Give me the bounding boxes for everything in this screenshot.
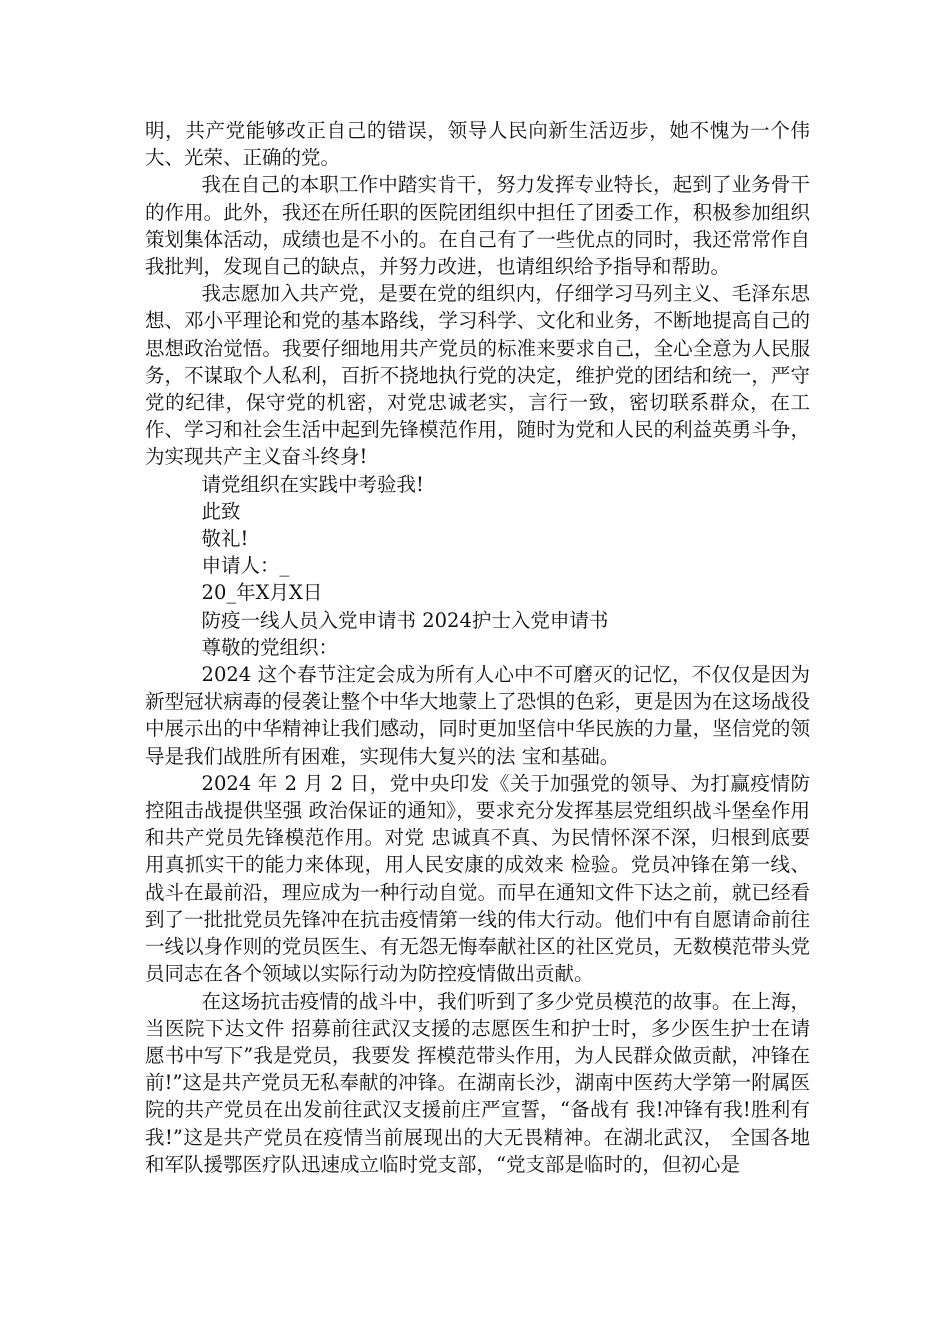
- paragraph-central-notice: 2024 年 2 月 2 日，党中央印发《关于加强党的领导、为打赢疫情防控阻击战提供坚强 政治保证的通知》，要求充分发挥基层党组织战斗堡垒作用和共产党员先锋模范作用。对党 忠诚真不真、为民情怀深不深，归根到底要用真抓实干的能力来体现，用人民安康的成效来 检验。党员冲锋在第一线、战斗在最前沿，理应成为一种行动自觉。而早在通知文件下达之前，就已经看到了一批批党员先锋冲在抗击疫情第一线的伟大行动。他们中有自愿请命前往 一线以身作则的党员医生、有无怨无悔奉献社区的社区党员，无数模范带头党员同志在各个领域以实际行动为防控疫情做出贡献。: [145, 771, 810, 986]
- closing-salutation: 此致: [201, 499, 241, 523]
- date-line: 20_年X月X日: [201, 581, 323, 605]
- paragraph-continuation: 明，共产党能够改正自己的错误，领导人民向新生活迈步，她不愧为一个伟大、光荣、正确的党。: [145, 119, 810, 170]
- paragraph-spring-festival: 2024 这个春节注定会成为所有人心中不可磨灭的记忆，不仅仅是因为新型冠状病毒的侵袭让整个中华大地蒙上了恐惧的色彩，更是因为在这场战役中展示出的中华精神让我们感动，同时更加坚信中华民族的力量，坚信党的领导是我们战胜所有困难，实现伟大复兴的法 宝和基础。: [145, 663, 810, 768]
- applicant-line: 申请人：_: [201, 554, 290, 578]
- paragraph-model-stories: 在这场抗击疫情的战斗中，我们听到了多少党员模范的故事。在上海，当医院下达文件 招募前往武汉支援的志愿医生和护士时，多少医生护士在请愿书中写下”我是党员，我要发 挥模范带头作用，为人民群众做贡献，冲锋在前!”这是共产党员无私奉献的冲锋。在湖南长沙，湖南中医药大学第一附属医院的共产党员在出发前往武汉支援前庄严宣誓，“备战有 我!冲锋有我!胜利有我!”这是共产党员在疫情当前展现出的大无畏精神。在湖北武汉， 全国各地和军队援鄂医疗队迅速成立临时党支部，“党支部是临时的，但初心是: [145, 989, 810, 1176]
- document-body: [145, 117, 810, 1178]
- closing-request: 请党组织在实践中考验我!: [201, 472, 424, 496]
- paragraph-work-performance: 我在自己的本职工作中踏实肯干，努力发挥专业特长，起到了业务骨干的作用。此外，我还在所任职的医院团组织中担任了团委工作，积极参加组织策划集体活动，成绩也是不小的。在自己有了一些优点的同时，我还常常作自我批判，发现自己的缺点，并努力改进，也请组织给予指导和帮助。: [145, 173, 810, 279]
- section-title: 防疫一线人员入党申请书 2024护士入党申请书: [201, 608, 609, 632]
- closing-respect: 敬礼!: [201, 527, 249, 551]
- paragraph-aspiration: 我志愿加入共产党，是要在党的组织内，仔细学习马列主义、毛泽东思想、邓小平理论和党的基本路线，学习科学、文化和业务，不断地提高自己的思想政治觉悟。我要仔细地用共产党员的标准来要求自己，全心全意为人民服务，不谋取个人私利，百折不挠地执行党的决定，维护党的团结和统一，严守党的纪律，保守党的机密，对党忠诚老实，言行一致，密切联系群众，在工作、学习和社会生活中起到先锋模范作用，随时为党和人民的利益英勇斗争，为实现共产主义奋斗终身!: [145, 282, 810, 469]
- greeting: 尊敬的党组织：: [201, 635, 339, 659]
